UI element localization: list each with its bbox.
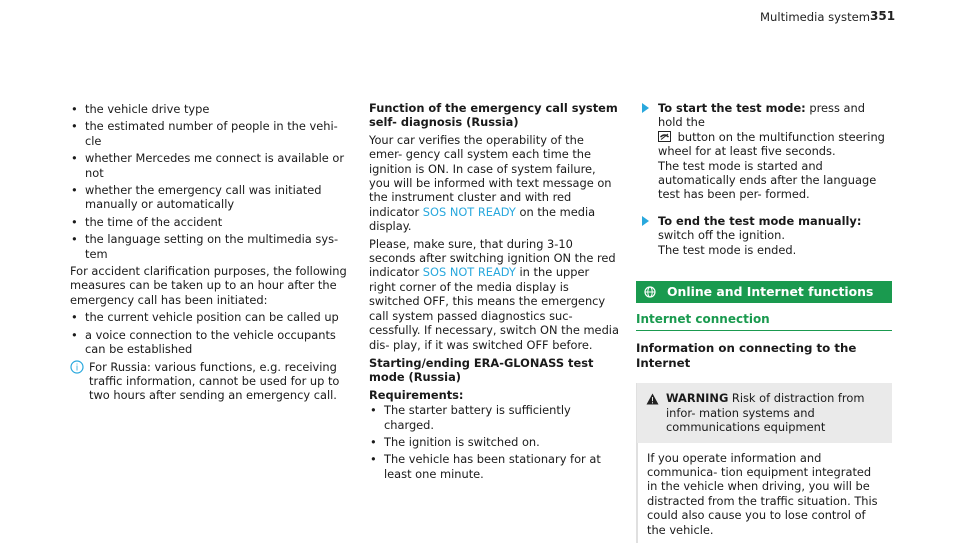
sos-indicator-label: SOS NOT READY [422, 265, 516, 280]
column-1 [70, 102, 352, 403]
measures-bullet-list [70, 310, 352, 356]
column-2 [369, 101, 619, 484]
list-item: • the current vehicle position can be called up [70, 310, 352, 324]
list-item: • a voice connection to the vehicle occupants can be established [70, 328, 352, 357]
warning-header [637, 383, 892, 442]
list-item: • The starter battery is sufficiently charged. [369, 403, 619, 432]
warning-box [636, 383, 892, 543]
warning-body: If you operate information and communica- tion equipment integrated in the vehicle when driving, you will be distracted from the traffic situation. This could also cause you to lose control of the vehicle. [637, 443, 892, 543]
list-item: • whether Mercedes me connect is available or not [70, 151, 352, 180]
svg-text:i: i [75, 363, 79, 373]
step-title: To end the test mode manually: [658, 213, 862, 228]
list-item: • the estimated number of people in the vehi- cle [70, 119, 352, 148]
running-header-title: Multimedia system [760, 10, 871, 24]
subsection-title: Internet connection [636, 312, 892, 331]
page-number: 351 [870, 9, 896, 23]
list-item: • the language setting on the multimedia sys- tem [70, 232, 352, 261]
test-mode-heading: Starting/ending ERA-GLONASS test mode (Russia) [369, 355, 594, 385]
warning-label: WARNING [666, 391, 729, 406]
self-diagnosis-heading: Function of the emergency call system self- diagnosis (Russia) [369, 101, 618, 130]
requirements-label: Requirements: [369, 387, 464, 402]
section-banner [636, 281, 892, 303]
text-run: switch off the ignition. [658, 228, 785, 243]
data-bullet-list [70, 102, 352, 261]
note-text: For Russia: various functions, e.g. receiving traffic information, cannot be used for up to two hours after sending an emergency call. [89, 359, 340, 403]
warning-triangle-icon [646, 393, 659, 405]
accident-paragraph: For accident clarification purposes, the following measures can be taken up to an hour after the emergency call has been initiated: [70, 264, 347, 307]
list-item: • the vehicle drive type [70, 102, 352, 116]
section-title: Online and Internet functions [667, 284, 874, 300]
list-item: • whether the emergency call was initiated manually or automatically [70, 183, 352, 212]
step-arrow-icon [642, 103, 649, 113]
requirements-list [369, 403, 619, 481]
warning-summary: Risk of distraction from infor- mation systems and communications equipment [666, 391, 865, 435]
text-run: Please, make sure, that during 3-10 seconds after switching ignition ON the red indicator [369, 236, 616, 280]
step-start-test-mode [636, 101, 892, 214]
list-item: • the time of the accident [70, 215, 352, 229]
list-item: • The ignition is switched on. [369, 435, 619, 449]
sos-indicator-label: SOS NOT READY [422, 204, 516, 219]
step-title: To start the test mode: [658, 101, 806, 115]
russia-note [70, 360, 352, 403]
step-result: The test mode is ended. [658, 242, 797, 257]
phone-hook-icon [658, 131, 671, 142]
text-run: on the media display. [369, 204, 596, 234]
list-item: • The vehicle has been stationary for at least one minute. [369, 452, 619, 481]
step-result: The test mode is started and automatically ends after the language test has been per- formed. [658, 158, 877, 202]
text-run: Your car verifies the operability of the emer- gency call system each time the ignition is ON. In case of system failure, you will be informed with text message on the instrument cluster and with red indicator [369, 132, 612, 219]
step-arrow-icon [642, 216, 649, 226]
step-end-test-mode [636, 214, 892, 265]
globe-icon [644, 286, 656, 298]
info-heading: Information on connecting to the Internet [636, 341, 857, 370]
info-circle-icon [70, 360, 84, 374]
diagnosis-paragraph-1 [369, 133, 619, 234]
diagnosis-paragraph-2 [369, 237, 619, 352]
text-run: button on the multifunction steering wheel for at least five seconds. [658, 129, 885, 159]
text-run: press and hold the [658, 101, 865, 130]
text-run: in the upper right corner of the media display is switched OFF, this means the emergency call system passed diagnostics suc- cessfully. If necessary, switch ON the media dis- play, if it was switched OFF before. [369, 265, 619, 352]
column-3 [636, 101, 892, 543]
